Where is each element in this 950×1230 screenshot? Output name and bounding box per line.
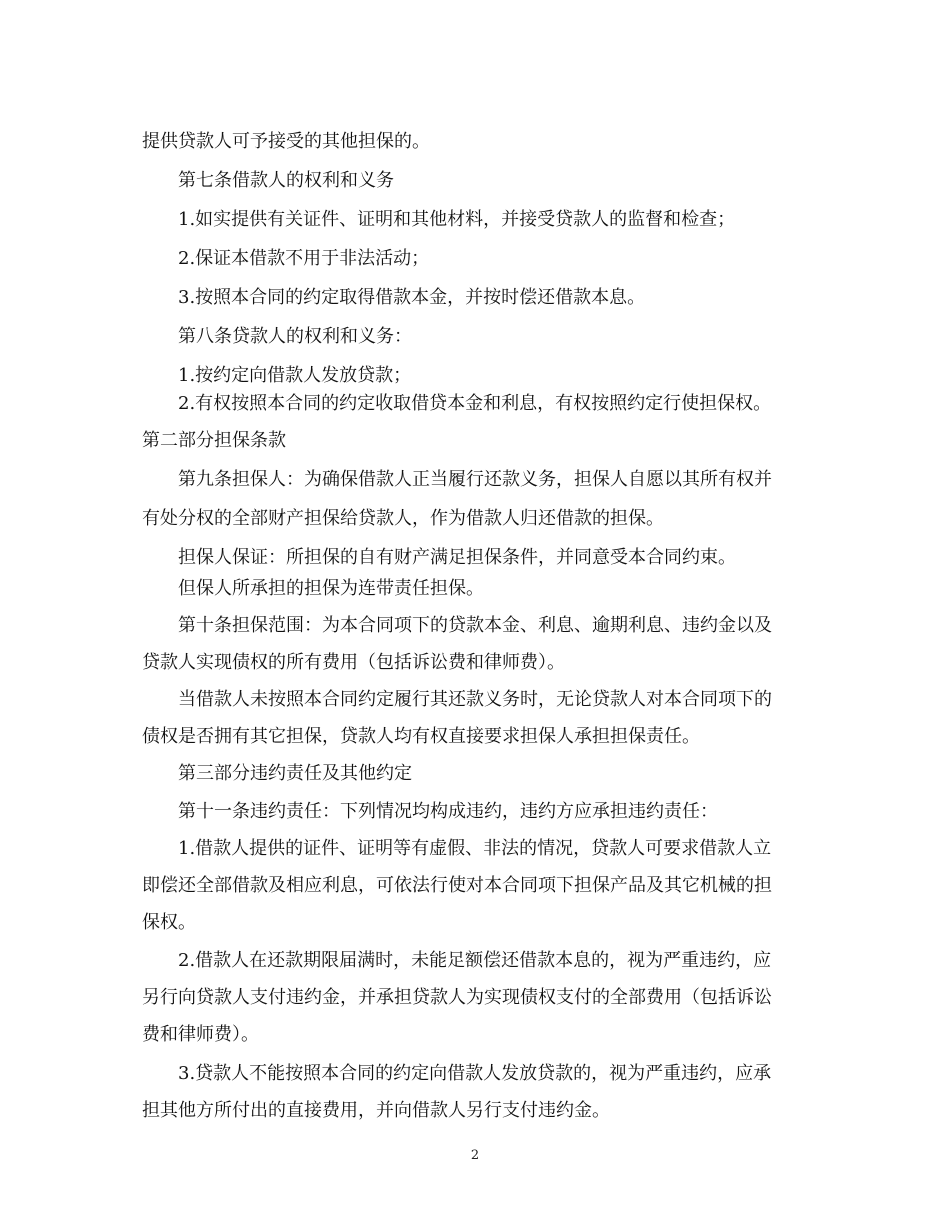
- text-line: 1.借款人提供的证件、证明等有虚假、非法的情况，贷款人可要求借款人立: [178, 838, 772, 859]
- text-line: 提供贷款人可予接受的其他担保的。: [142, 131, 430, 152]
- text-line: 费和律师费）。: [142, 1024, 259, 1045]
- text-line: 担保人保证：所担保的自有财产满足担保条件，并同意受本合同约束。: [178, 547, 736, 568]
- text-line: 2.保证本借款不用于非法活动；: [178, 248, 430, 269]
- text-line: 有处分权的全部财产担保给贷款人，作为借款人归还借款的担保。: [142, 508, 664, 529]
- article-10-heading: 第十条担保范围：为本合同项下的贷款本金、利息、逾期利息、违约金以及: [178, 615, 772, 636]
- part-2-heading: 第二部分担保条款: [142, 430, 286, 451]
- article-9-heading: 第九条担保人：为确保借款人正当履行还款义务，担保人自愿以其所有权并: [178, 469, 772, 490]
- page-number: 2: [470, 1148, 480, 1163]
- article-11-heading: 第十一条违约责任：下列情况均构成违约，违约方应承担违约责任：: [178, 801, 718, 822]
- text-line: 1.如实提供有关证件、证明和其他材料，并接受贷款人的监督和检查；: [178, 209, 736, 230]
- text-line: 2.借款人在还款期限届满时，未能足额偿还借款本息的，视为严重违约，应: [178, 950, 772, 971]
- article-7-heading: 第七条借款人的权利和义务: [178, 170, 394, 191]
- text-line: 债权是否拥有其它担保，贷款人均有权直接要求担保人承担担保责任。: [142, 726, 700, 747]
- article-8-heading: 第八条贷款人的权利和义务：: [178, 326, 412, 347]
- part-3-heading: 第三部分违约责任及其他约定: [178, 763, 412, 784]
- text-line: 另行向贷款人支付违约金，并承担贷款人为实现债权支付的全部费用（包括诉讼: [142, 987, 772, 1008]
- text-line: 但保人所承担的担保为连带责任担保。: [178, 578, 484, 599]
- text-line: 1.按约定向借款人发放贷款；: [178, 365, 412, 386]
- text-line: 3.按照本合同的约定取得借款本金，并按时偿还借款本息。: [178, 287, 646, 308]
- text-line: 2.有权按照本合同的约定收取借贷本金和利息，有权按照约定行使担保权。: [178, 393, 772, 414]
- text-line: 贷款人实现债权的所有费用（包括诉讼费和律师费）。: [142, 652, 565, 673]
- text-line: 保权。: [142, 912, 196, 933]
- text-line: 即偿还全部借款及相应利息，可依法行使对本合同项下担保产品及其它机械的担: [142, 875, 772, 896]
- text-line: 当借款人未按照本合同约定履行其还款义务时，无论贷款人对本合同项下的: [178, 689, 772, 710]
- text-line: 3.贷款人不能按照本合同的约定向借款人发放贷款的，视为严重违约，应承: [178, 1063, 772, 1084]
- text-line: 担其他方所付出的直接费用，并向借款人另行支付违约金。: [142, 1100, 610, 1121]
